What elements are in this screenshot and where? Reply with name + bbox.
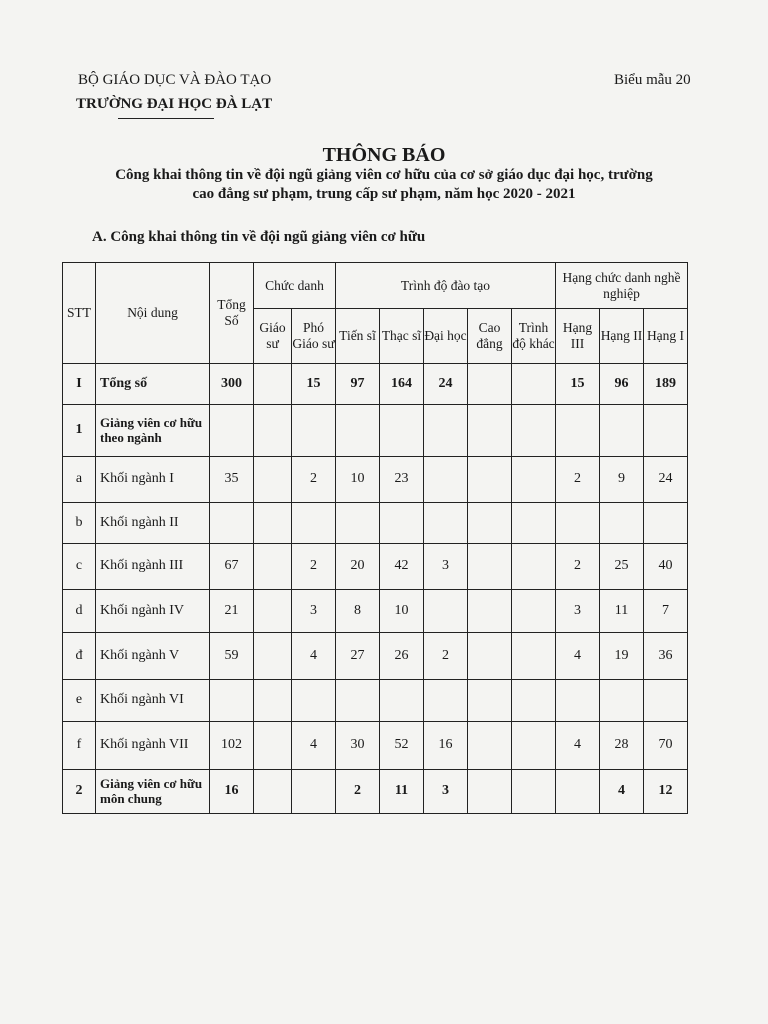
row-total: 35 bbox=[210, 457, 254, 503]
row-total: 300 bbox=[210, 364, 254, 405]
row-bachelor: 24 bbox=[424, 364, 468, 405]
row-college bbox=[468, 544, 512, 590]
row-associate-professor: 4 bbox=[292, 722, 336, 770]
row-other-degree bbox=[512, 680, 556, 722]
row-other-degree bbox=[512, 544, 556, 590]
header-stt: STT bbox=[63, 263, 96, 364]
document-title: THÔNG BÁO bbox=[322, 144, 446, 166]
row-bachelor: 16 bbox=[424, 722, 468, 770]
row-rank-ii: 28 bbox=[600, 722, 644, 770]
header-bachelor: Đại học bbox=[424, 309, 468, 364]
row-master bbox=[380, 680, 424, 722]
header-underline bbox=[118, 118, 214, 119]
row-total: 21 bbox=[210, 590, 254, 633]
row-college bbox=[468, 590, 512, 633]
header-rank-ii: Hạng II bbox=[600, 309, 644, 364]
table-row bbox=[63, 405, 688, 457]
row-content: Khối ngành V bbox=[96, 633, 210, 680]
header-rank-group: Hạng chức danh nghề nghiệp bbox=[556, 263, 688, 309]
faculty-table bbox=[62, 262, 688, 814]
row-doctor bbox=[336, 680, 380, 722]
row-associate-professor: 15 bbox=[292, 364, 336, 405]
header-other-degree: Trình độ khác bbox=[512, 309, 556, 364]
table-row bbox=[63, 770, 688, 814]
table-row bbox=[63, 503, 688, 544]
row-bachelor: 3 bbox=[424, 770, 468, 814]
row-rank-i: 40 bbox=[644, 544, 688, 590]
row-professor bbox=[254, 364, 292, 405]
row-rank-iii: 2 bbox=[556, 457, 600, 503]
row-rank-iii bbox=[556, 405, 600, 457]
ministry-name: BỘ GIÁO DỤC VÀ ĐÀO TẠO bbox=[78, 72, 272, 88]
row-doctor: 20 bbox=[336, 544, 380, 590]
row-doctor: 27 bbox=[336, 633, 380, 680]
row-stt: f bbox=[63, 722, 96, 770]
table-row bbox=[63, 633, 688, 680]
row-bachelor bbox=[424, 503, 468, 544]
row-other-degree bbox=[512, 770, 556, 814]
row-master bbox=[380, 503, 424, 544]
row-associate-professor bbox=[292, 405, 336, 457]
row-stt: b bbox=[63, 503, 96, 544]
row-professor bbox=[254, 503, 292, 544]
row-rank-ii bbox=[600, 680, 644, 722]
row-bachelor bbox=[424, 405, 468, 457]
row-professor bbox=[254, 544, 292, 590]
row-rank-ii: 4 bbox=[600, 770, 644, 814]
row-college bbox=[468, 457, 512, 503]
row-rank-ii: 25 bbox=[600, 544, 644, 590]
table-row bbox=[63, 680, 688, 722]
row-rank-iii: 3 bbox=[556, 590, 600, 633]
row-college bbox=[468, 722, 512, 770]
row-rank-i bbox=[644, 405, 688, 457]
row-rank-ii bbox=[600, 503, 644, 544]
header-doctor: Tiến sĩ bbox=[336, 309, 380, 364]
header-associate-professor: Phó Giáo sư bbox=[292, 309, 336, 364]
row-bachelor: 3 bbox=[424, 544, 468, 590]
row-master: 42 bbox=[380, 544, 424, 590]
row-stt: 1 bbox=[63, 405, 96, 457]
row-content: Khối ngành II bbox=[96, 503, 210, 544]
row-associate-professor bbox=[292, 503, 336, 544]
row-stt: a bbox=[63, 457, 96, 503]
row-professor bbox=[254, 680, 292, 722]
row-other-degree bbox=[512, 503, 556, 544]
row-associate-professor bbox=[292, 680, 336, 722]
row-other-degree bbox=[512, 722, 556, 770]
row-doctor: 30 bbox=[336, 722, 380, 770]
table-row bbox=[63, 457, 688, 503]
header-title-group: Chức danh bbox=[254, 263, 336, 309]
row-other-degree bbox=[512, 590, 556, 633]
row-rank-iii bbox=[556, 770, 600, 814]
header-college: Cao đẳng bbox=[468, 309, 512, 364]
row-master bbox=[380, 405, 424, 457]
row-stt: 2 bbox=[63, 770, 96, 814]
row-rank-iii: 4 bbox=[556, 722, 600, 770]
row-rank-iii bbox=[556, 680, 600, 722]
row-total: 59 bbox=[210, 633, 254, 680]
table-row bbox=[63, 590, 688, 633]
row-rank-ii: 19 bbox=[600, 633, 644, 680]
row-rank-i: 70 bbox=[644, 722, 688, 770]
row-associate-professor: 4 bbox=[292, 633, 336, 680]
row-master: 164 bbox=[380, 364, 424, 405]
row-associate-professor: 3 bbox=[292, 590, 336, 633]
row-master: 10 bbox=[380, 590, 424, 633]
row-rank-iii: 4 bbox=[556, 633, 600, 680]
row-stt: I bbox=[63, 364, 96, 405]
row-content: Khối ngành VI bbox=[96, 680, 210, 722]
row-doctor: 2 bbox=[336, 770, 380, 814]
row-stt: d bbox=[63, 590, 96, 633]
row-doctor bbox=[336, 405, 380, 457]
row-content: Giảng viên cơ hữu môn chung bbox=[96, 770, 210, 814]
row-total bbox=[210, 503, 254, 544]
row-college bbox=[468, 364, 512, 405]
row-rank-iii: 15 bbox=[556, 364, 600, 405]
header-content: Nội dung bbox=[96, 263, 210, 364]
row-total: 67 bbox=[210, 544, 254, 590]
row-content: Khối ngành IV bbox=[96, 590, 210, 633]
row-content: Giảng viên cơ hữu theo ngành bbox=[96, 405, 210, 457]
row-other-degree bbox=[512, 364, 556, 405]
row-total bbox=[210, 680, 254, 722]
row-rank-i bbox=[644, 503, 688, 544]
row-content: Tổng số bbox=[96, 364, 210, 405]
row-other-degree bbox=[512, 405, 556, 457]
row-total: 102 bbox=[210, 722, 254, 770]
document-subtitle-line2: cao đẳng sư phạm, trung cấp sư phạm, năm học 2020 - 2021 bbox=[192, 186, 576, 202]
row-professor bbox=[254, 722, 292, 770]
table-row bbox=[63, 364, 688, 405]
row-rank-ii: 96 bbox=[600, 364, 644, 405]
row-bachelor bbox=[424, 680, 468, 722]
row-rank-i: 24 bbox=[644, 457, 688, 503]
section-heading: A. Công khai thông tin về đội ngũ giảng viên cơ hữu bbox=[92, 229, 426, 245]
row-doctor: 8 bbox=[336, 590, 380, 633]
row-doctor: 10 bbox=[336, 457, 380, 503]
row-stt: đ bbox=[63, 633, 96, 680]
row-stt: e bbox=[63, 680, 96, 722]
row-rank-iii bbox=[556, 503, 600, 544]
row-bachelor bbox=[424, 590, 468, 633]
row-professor bbox=[254, 457, 292, 503]
row-rank-ii: 11 bbox=[600, 590, 644, 633]
header-rank-iii: Hạng III bbox=[556, 309, 600, 364]
row-master: 52 bbox=[380, 722, 424, 770]
row-rank-ii bbox=[600, 405, 644, 457]
row-master: 11 bbox=[380, 770, 424, 814]
row-bachelor bbox=[424, 457, 468, 503]
header-total: Tổng Số bbox=[210, 263, 254, 364]
row-rank-ii: 9 bbox=[600, 457, 644, 503]
document-subtitle-line1: Công khai thông tin về đội ngũ giảng viên cơ hữu của cơ sở giáo dục đại học, trường bbox=[115, 167, 653, 183]
row-professor bbox=[254, 770, 292, 814]
header-master: Thạc sĩ bbox=[380, 309, 424, 364]
row-associate-professor bbox=[292, 770, 336, 814]
row-total bbox=[210, 405, 254, 457]
row-content: Khối ngành I bbox=[96, 457, 210, 503]
header-professor: Giáo sư bbox=[254, 309, 292, 364]
row-doctor bbox=[336, 503, 380, 544]
row-content: Khối ngành III bbox=[96, 544, 210, 590]
row-professor bbox=[254, 590, 292, 633]
row-stt: c bbox=[63, 544, 96, 590]
row-rank-i: 12 bbox=[644, 770, 688, 814]
university-name: TRƯỜNG ĐẠI HỌC ĐÀ LẠT bbox=[76, 96, 273, 112]
row-professor bbox=[254, 405, 292, 457]
row-professor bbox=[254, 633, 292, 680]
row-master: 23 bbox=[380, 457, 424, 503]
row-college bbox=[468, 633, 512, 680]
row-total: 16 bbox=[210, 770, 254, 814]
row-rank-i: 7 bbox=[644, 590, 688, 633]
row-associate-professor: 2 bbox=[292, 457, 336, 503]
form-number: Biểu mẫu 20 bbox=[614, 72, 691, 88]
table-row bbox=[63, 544, 688, 590]
row-bachelor: 2 bbox=[424, 633, 468, 680]
row-rank-i bbox=[644, 680, 688, 722]
row-doctor: 97 bbox=[336, 364, 380, 405]
row-rank-i: 36 bbox=[644, 633, 688, 680]
row-rank-i: 189 bbox=[644, 364, 688, 405]
row-rank-iii: 2 bbox=[556, 544, 600, 590]
row-content: Khối ngành VII bbox=[96, 722, 210, 770]
row-associate-professor: 2 bbox=[292, 544, 336, 590]
table-row bbox=[63, 722, 688, 770]
row-master: 26 bbox=[380, 633, 424, 680]
row-college bbox=[468, 503, 512, 544]
row-college bbox=[468, 405, 512, 457]
row-other-degree bbox=[512, 633, 556, 680]
header-degree-group: Trình độ đào tạo bbox=[336, 263, 556, 309]
row-college bbox=[468, 680, 512, 722]
row-other-degree bbox=[512, 457, 556, 503]
header-rank-i: Hạng I bbox=[644, 309, 688, 364]
row-college bbox=[468, 770, 512, 814]
